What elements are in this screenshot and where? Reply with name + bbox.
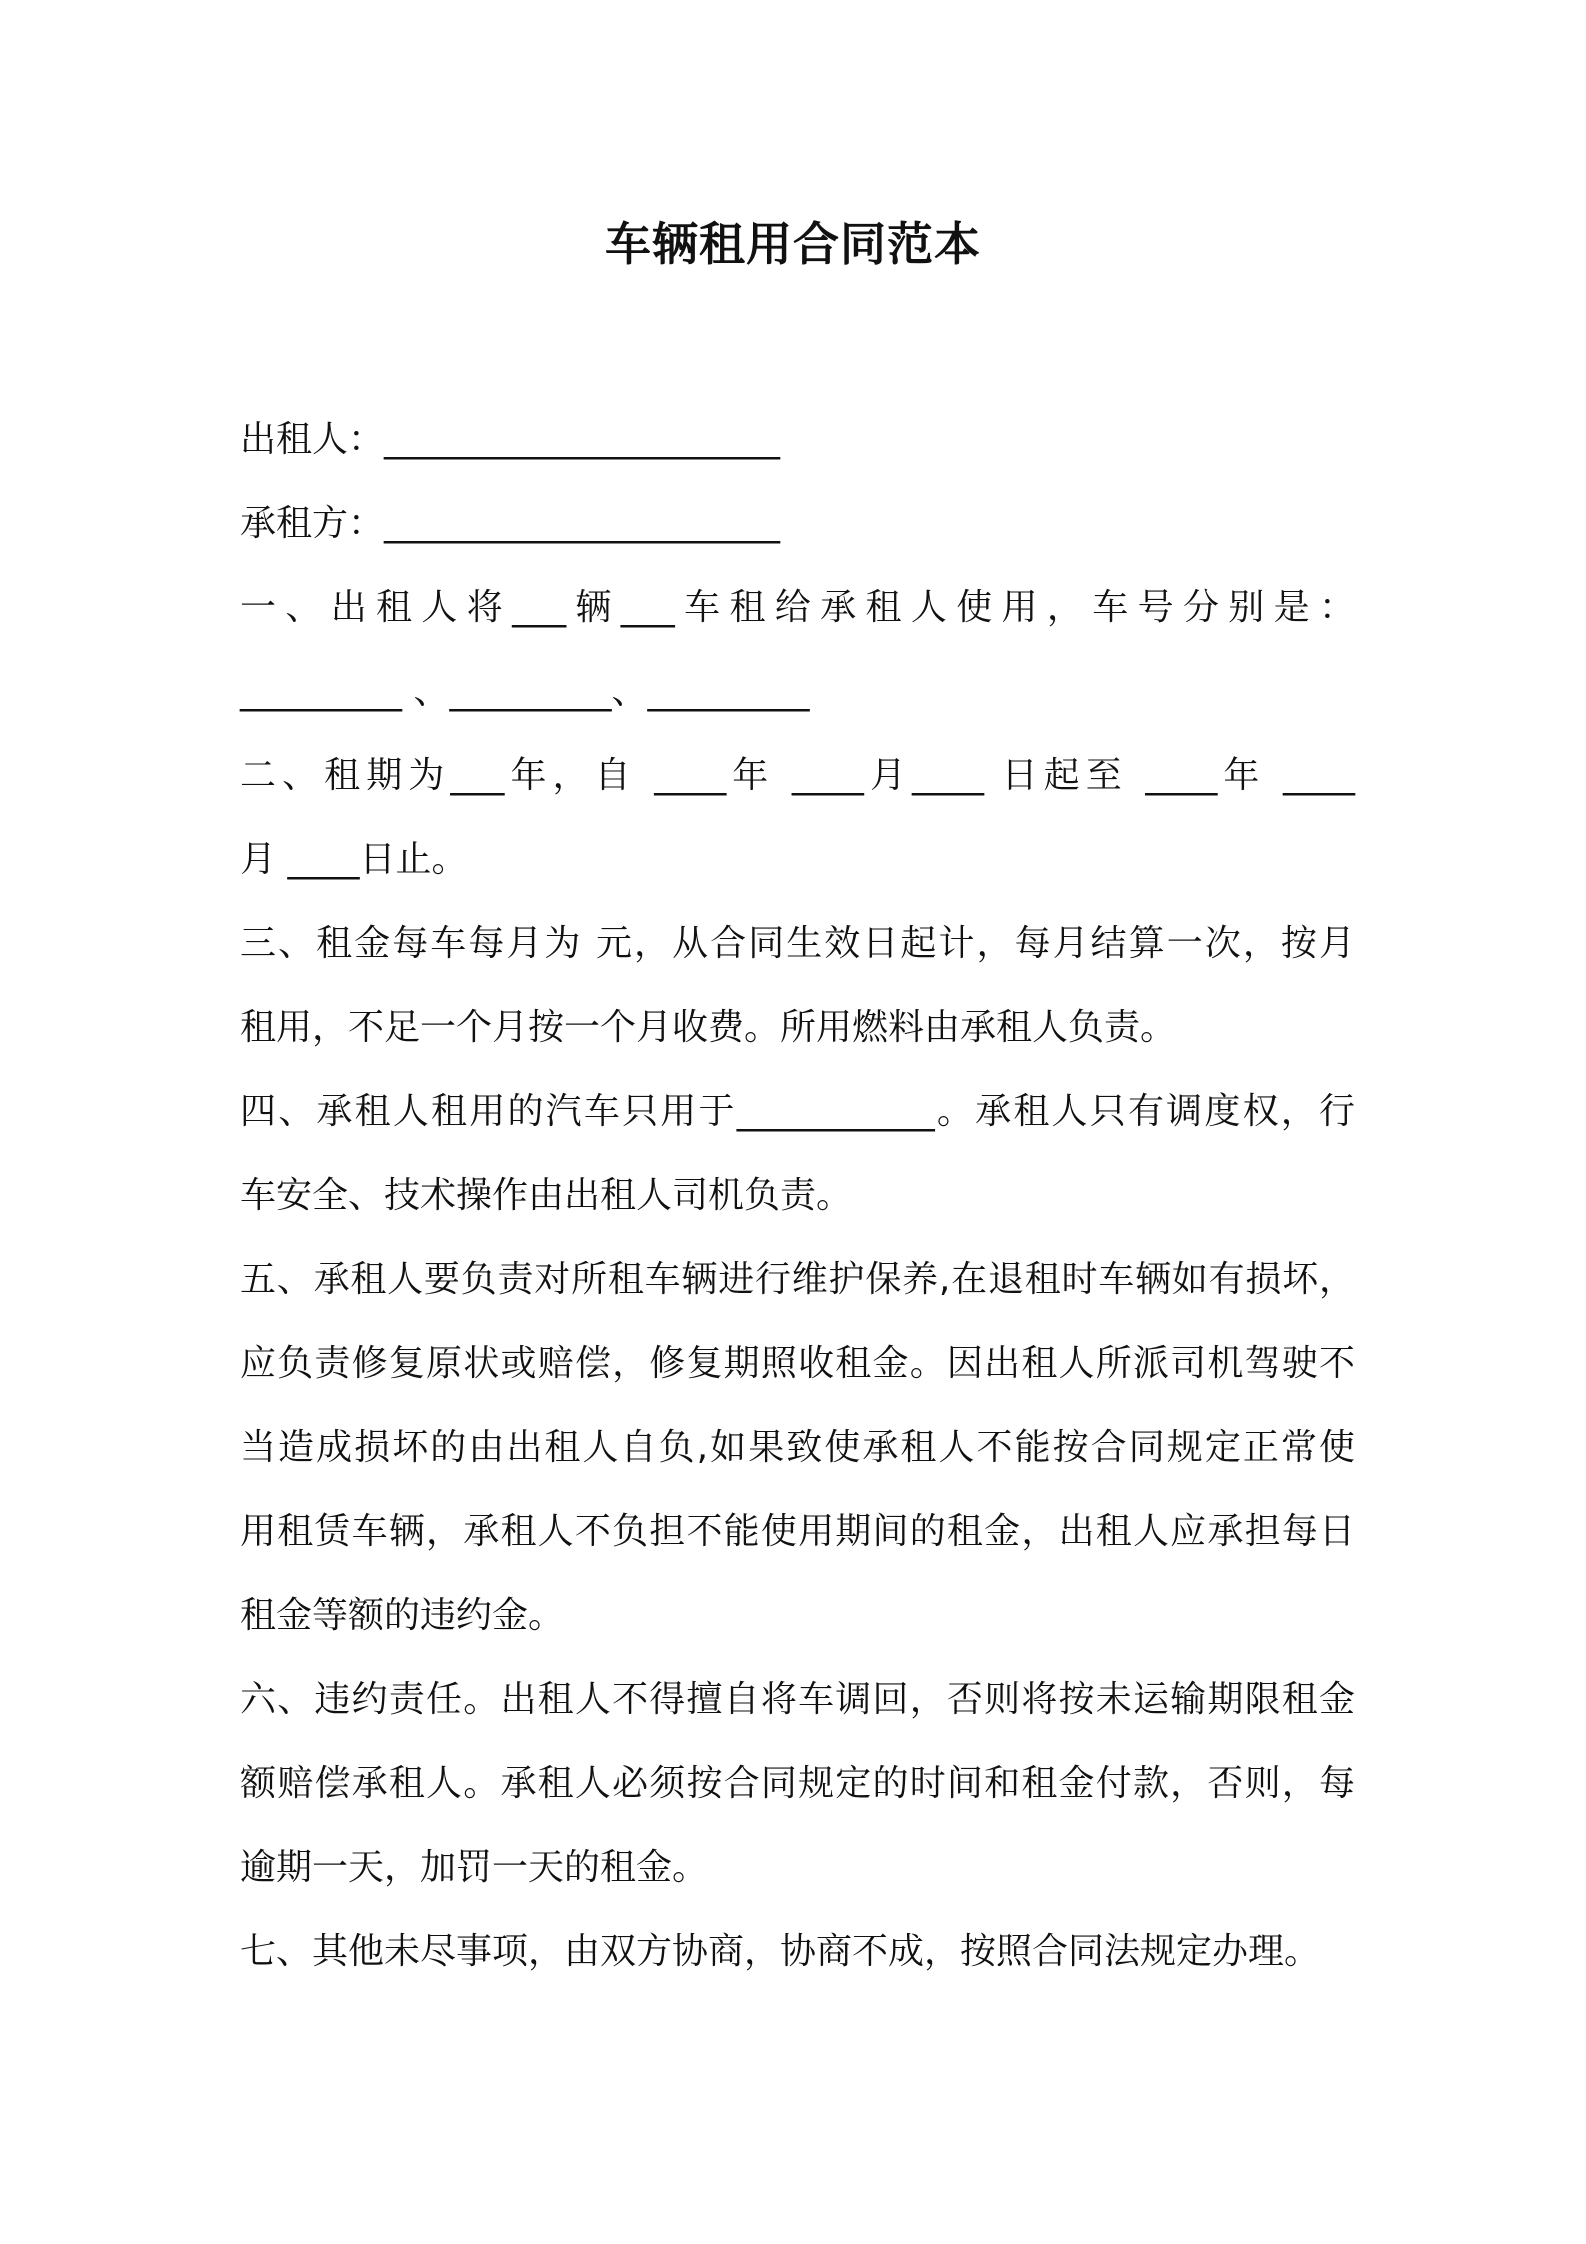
clause-1-line-1: 一、出租人将___辆___车租给承租人使用，车号分别是： xyxy=(240,587,1355,628)
clause-6-line-3: 逾期一天，加罚一天的租金。 xyxy=(240,1847,709,1888)
clause-5-line-2: 应负责修复原状或赔偿，修复期照收租金。因出租人所派司机驾驶不 xyxy=(240,1343,1355,1384)
clause-4-line-1: 四、承租人租用的汽车只用于___________。承租人只有调度权，行 xyxy=(240,1091,1355,1132)
clause-4-line-2: 车安全、技术操作由出租人司机负责。 xyxy=(240,1175,853,1216)
clause-7-line-1: 七、其他未尽事项，由双方协商，协商不成，按照合同法规定办理。 xyxy=(240,1931,1321,1972)
clause-5-line-4: 用租赁车辆，承租人不负担不能使用期间的租金，出租人应承担每日 xyxy=(240,1511,1355,1552)
document-title: 车辆租用合同范本 xyxy=(605,217,981,271)
clause-6-line-1: 六、违约责任。出租人不得擅自将车调回，否则将按未运输期限租金 xyxy=(240,1679,1355,1720)
clause-3-line-2: 租用，不足一个月按一个月收费。所用燃料由承租人负责。 xyxy=(240,1007,1177,1048)
clause-2-line-1: 二、租期为___年，自 ____年 ____月____ 日起至 ____年 ____ xyxy=(240,755,1355,796)
clause-3-line-1: 三、租金每车每月为 元，从合同生效日起计，每月结算一次，按月 xyxy=(240,923,1355,964)
clause-5-line-5: 租金等额的违约金。 xyxy=(240,1595,565,1636)
lessee-line: 承租方：______________________ xyxy=(240,503,781,544)
clause-6-line-2: 额赔偿承租人。承租人必须按合同规定的时间和租金付款，否则，每 xyxy=(240,1763,1355,1804)
clause-5-line-1: 五、承租人要负责对所租车辆进行维护保养,在退租时车辆如有损坏， xyxy=(240,1259,1355,1300)
clause-1-line-2: _________ 、_________、_________ xyxy=(240,671,810,712)
lessor-line: 出租人：______________________ xyxy=(240,419,781,460)
clause-5-line-3: 当造成损坏的由出租人自负,如果致使承租人不能按合同规定正常使 xyxy=(240,1427,1355,1468)
clause-2-line-2: 月 ____日止。 xyxy=(240,839,468,880)
